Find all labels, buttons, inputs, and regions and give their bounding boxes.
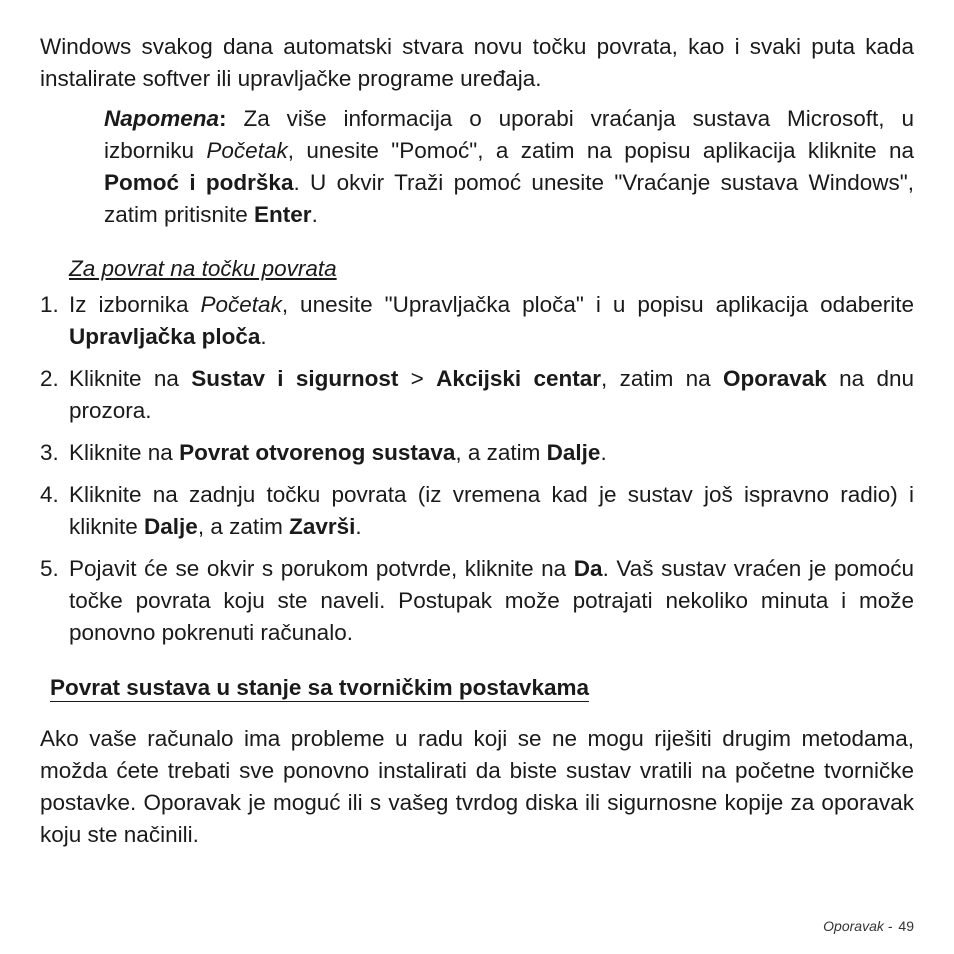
list-item [40,437,914,469]
step-number: 4. [40,482,59,507]
step-text: Kliknite na Sustav i sigurnost > Akcijski centar, zatim na Oporavak na dnu prozora. [69,366,914,423]
page-footer [823,918,914,934]
intro-paragraph: Windows svakog dana automatski stvara novu točku povrata, kao i svaki puta kada instalirate softver ili upravljačke programe uređaja. [40,34,914,91]
page-number: 49 [898,918,914,934]
step-text: Iz izbornika Početak, unesite "Upravljačka ploča" i u popisu aplikacija odaberite Upravljačka ploča. [69,292,914,349]
footer-section: Oporavak - [823,918,893,934]
page-content [40,31,914,851]
step-text: Kliknite na Povrat otvorenog sustava, a zatim Dalje. [69,440,607,465]
list-item [40,553,914,649]
start-menu-term: Početak [206,138,288,163]
list-item [40,289,914,353]
help-support-term: Pomoć i podrška [104,170,294,195]
note-label: Napomena [104,106,220,131]
list-item [40,479,914,543]
enter-key-term: Enter [254,202,312,227]
list-item [40,363,914,427]
steps-list [40,289,914,649]
procedure-subheading: Za povrat na točku povrata [69,256,337,281]
step-number: 1. [40,292,59,317]
step-text: Pojavit će se okvir s porukom potvrde, kliknite na Da. Vaš sustav vraćen je pomoću točke povrata koju ste naveli. Postupak može potrajati nekoliko minuta i može ponovno pokrenuti računalo. [69,556,914,645]
final-paragraph: Ako vaše računalo ima probleme u radu koji se ne mogu riješiti drugim metodama, možda ćete trebati sve ponovno instalirati da biste sustav vratili na početne tvorničke postavke. Oporavak je moguć ili s vašeg tvrdog diska ili sigurnosne kopije za oporavak koju ste načinili. [40,726,914,847]
step-number: 2. [40,366,59,391]
step-number: 5. [40,556,59,581]
section-heading: Povrat sustava u stanje sa tvorničkim postavkama [50,675,589,700]
step-number: 3. [40,440,59,465]
note-paragraph: Napomena: Za više informacija o uporabi vraćanja sustava Microsoft, u izborniku Početak, unesite "Pomoć", a zatim na popisu aplikacija kliknite na Pomoć i podrška. U okvir Traži pomoć unesite "Vraćanje sustava Windows", zatim pritisnite Enter. [104,106,914,227]
step-text: Kliknite na zadnju točku povrata (iz vremena kad je sustav još ispravno radio) i kliknite Dalje, a zatim Završi. [69,482,914,539]
